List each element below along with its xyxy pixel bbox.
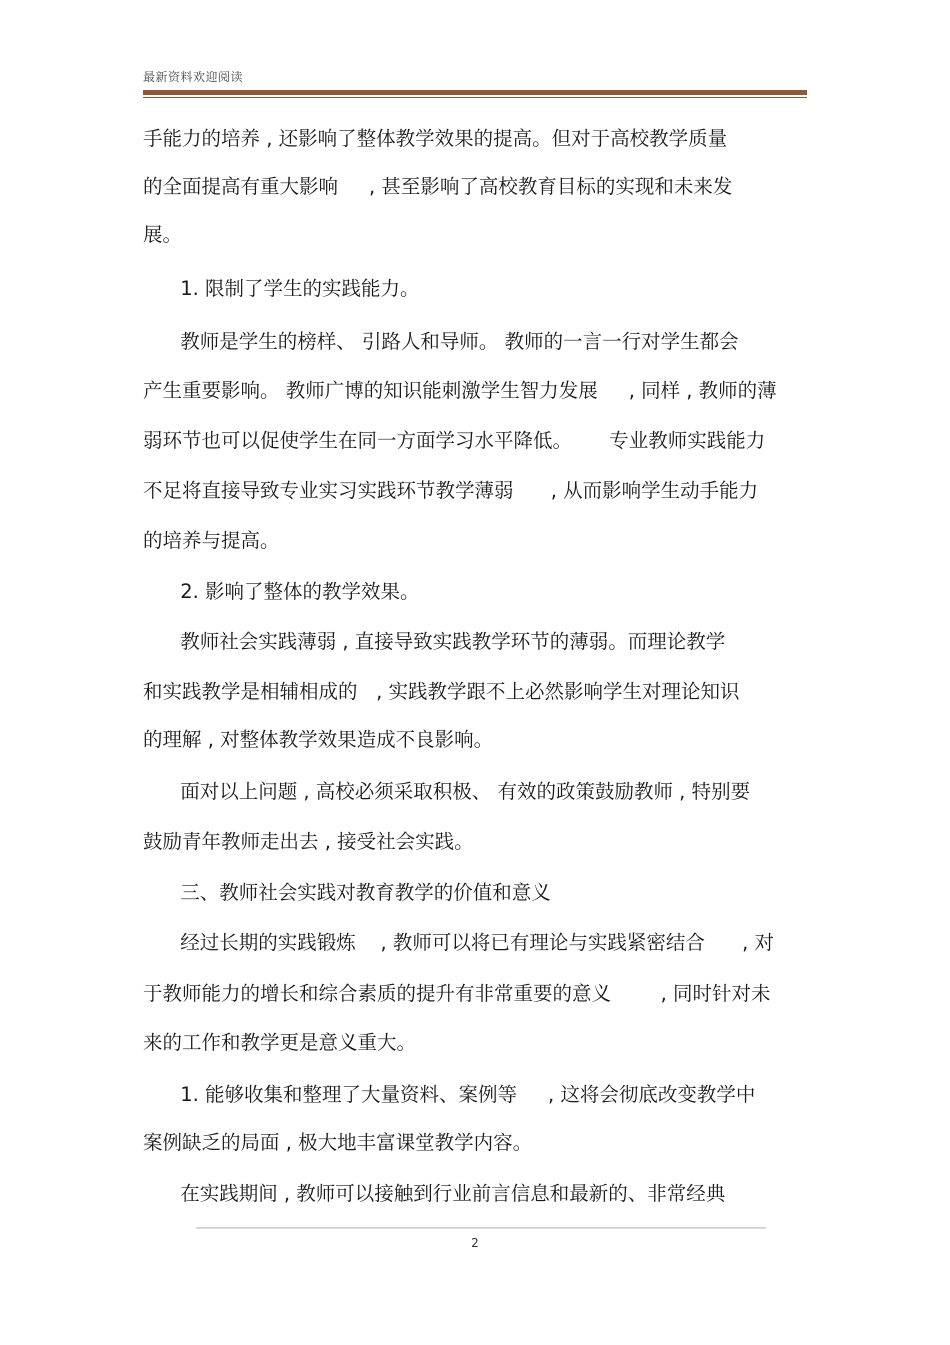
text-line: 弱环节也可以促使学生在同一方面学习水平降低。 专业教师实践能力 bbox=[143, 429, 766, 452]
header-rule-thin bbox=[143, 97, 807, 98]
text-line: 鼓励青年教师走出去 , 接受社会实践。 bbox=[143, 830, 474, 853]
text-line: 的全面提高有重大影响 , 甚至影响了高校教育目标的实现和未来发 bbox=[143, 175, 733, 198]
footer-rule bbox=[196, 1227, 766, 1229]
running-header: 最新资料欢迎阅读 bbox=[143, 70, 244, 84]
text-line: 来的工作和教学更是意义重大。 bbox=[143, 1031, 417, 1054]
text-line: 案例缺乏的局面 , 极大地丰富课堂教学内容。 bbox=[143, 1131, 533, 1154]
text-line: 的理解 , 对整体教学效果造成不良影响。 bbox=[143, 728, 494, 751]
text-line: 和实践教学是相辅相成的 , 实践教学跟不上必然影响学生对理论知识 bbox=[143, 680, 740, 703]
text-line: 手能力的培养 , 还影响了整体教学效果的提高。但对于高校教学质量 bbox=[143, 127, 728, 150]
text-line: 于教师能力的增长和综合素质的提升有非常重要的意义 , 同时针对未 bbox=[143, 982, 771, 1005]
text-line: 经过长期的实践锻炼 , 教师可以将已有理论与实践紧密结合 , 对 bbox=[143, 931, 774, 954]
section-heading: 1. 限制了学生的实践能力。 bbox=[143, 277, 420, 300]
section-heading: 1. 能够收集和整理了大量资料、案例等 , 这将会彻底改变教学中 bbox=[143, 1083, 756, 1106]
text-line: 不足将直接导致专业实习实践环节教学薄弱 , 从而影响学生动手能力 bbox=[143, 479, 759, 502]
header-rule bbox=[143, 90, 807, 95]
text-line: 展。 bbox=[143, 223, 183, 246]
text-line: 的培养与提高。 bbox=[143, 529, 280, 552]
section-heading: 2. 影响了整体的教学效果。 bbox=[143, 580, 420, 603]
text-line: 在实践期间 , 教师可以接触到行业前言信息和最新的、非常经典 bbox=[143, 1182, 726, 1205]
text-line: 教师是学生的榜样、 引路人和导师。 教师的一言一行对学生都会 bbox=[143, 330, 739, 353]
page-number: 2 bbox=[471, 1236, 479, 1250]
text-line: 教师社会实践薄弱 , 直接导致实践教学环节的薄弱。而理论教学 bbox=[143, 630, 726, 653]
section-heading: 三、教师社会实践对教育教学的价值和意义 bbox=[143, 881, 551, 904]
text-line: 产生重要影响。 教师广博的知识能刺激学生智力发展 , 同样 , 教师的薄 bbox=[143, 379, 777, 402]
text-line: 面对以上问题 , 高校必须采取积极、 有效的政策鼓励教师 , 特别要 bbox=[143, 780, 751, 803]
